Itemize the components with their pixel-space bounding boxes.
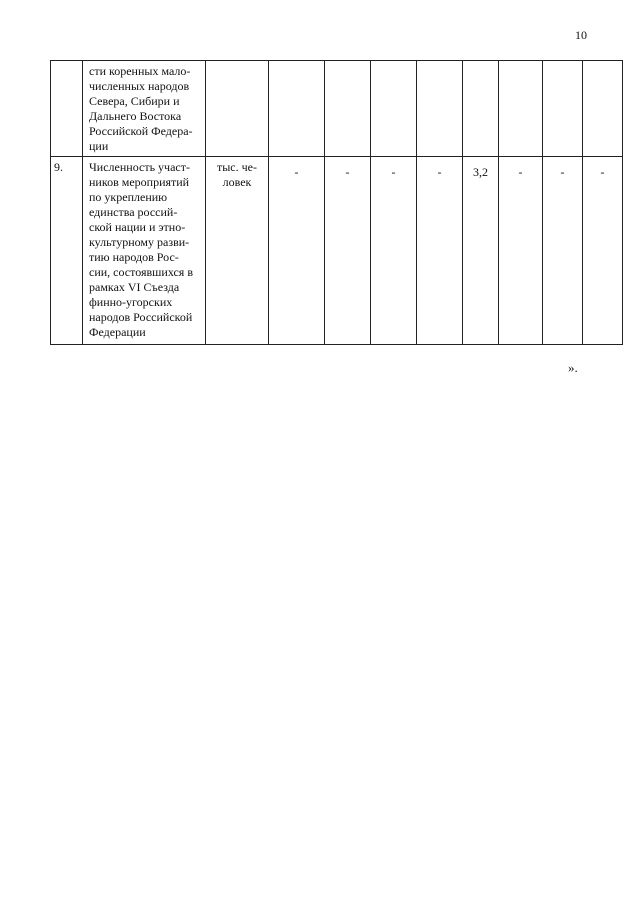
row-number-cell: 9. — [51, 157, 83, 345]
value-cell — [371, 61, 417, 157]
value-cell: - — [417, 157, 463, 345]
value-cell: - — [325, 157, 371, 345]
value-cell: - — [543, 157, 583, 345]
indicator-name: Численность участ- ников мероприятий по укреплению единства россий- ской нации и этно- культурному разви- тию народов Рос- сии, состоявшихся в рамках VI Съезда финно-угорских народов Российской Федерации — [89, 160, 193, 339]
value-cell: - — [583, 157, 623, 345]
row-number-cell — [51, 61, 83, 157]
value-cell — [417, 61, 463, 157]
indicator-name-cell — [83, 157, 206, 345]
closing-quote-mark: ». — [568, 360, 578, 375]
value-cell — [583, 61, 623, 157]
value-cell — [543, 61, 583, 157]
value-cell: 3,2 — [463, 157, 499, 345]
indicators-table — [50, 60, 623, 345]
value-cell — [269, 61, 325, 157]
value-cell — [325, 61, 371, 157]
value-cell — [499, 61, 543, 157]
indicator-name: сти коренных мало- численных народов Севера, Сибири и Дальнего Востока Российской Федера- ции — [89, 64, 193, 153]
page-number: 10 — [575, 28, 587, 42]
value-cell: - — [371, 157, 417, 345]
unit-cell — [206, 157, 269, 345]
table-row-9 — [51, 157, 623, 345]
table-row-continued — [51, 61, 623, 157]
value-cell: - — [499, 157, 543, 345]
unit-label: тыс. че- ловек — [217, 160, 257, 189]
indicator-name-cell — [83, 61, 206, 157]
value-cell — [463, 61, 499, 157]
value-cell: - — [269, 157, 325, 345]
unit-cell — [206, 61, 269, 157]
